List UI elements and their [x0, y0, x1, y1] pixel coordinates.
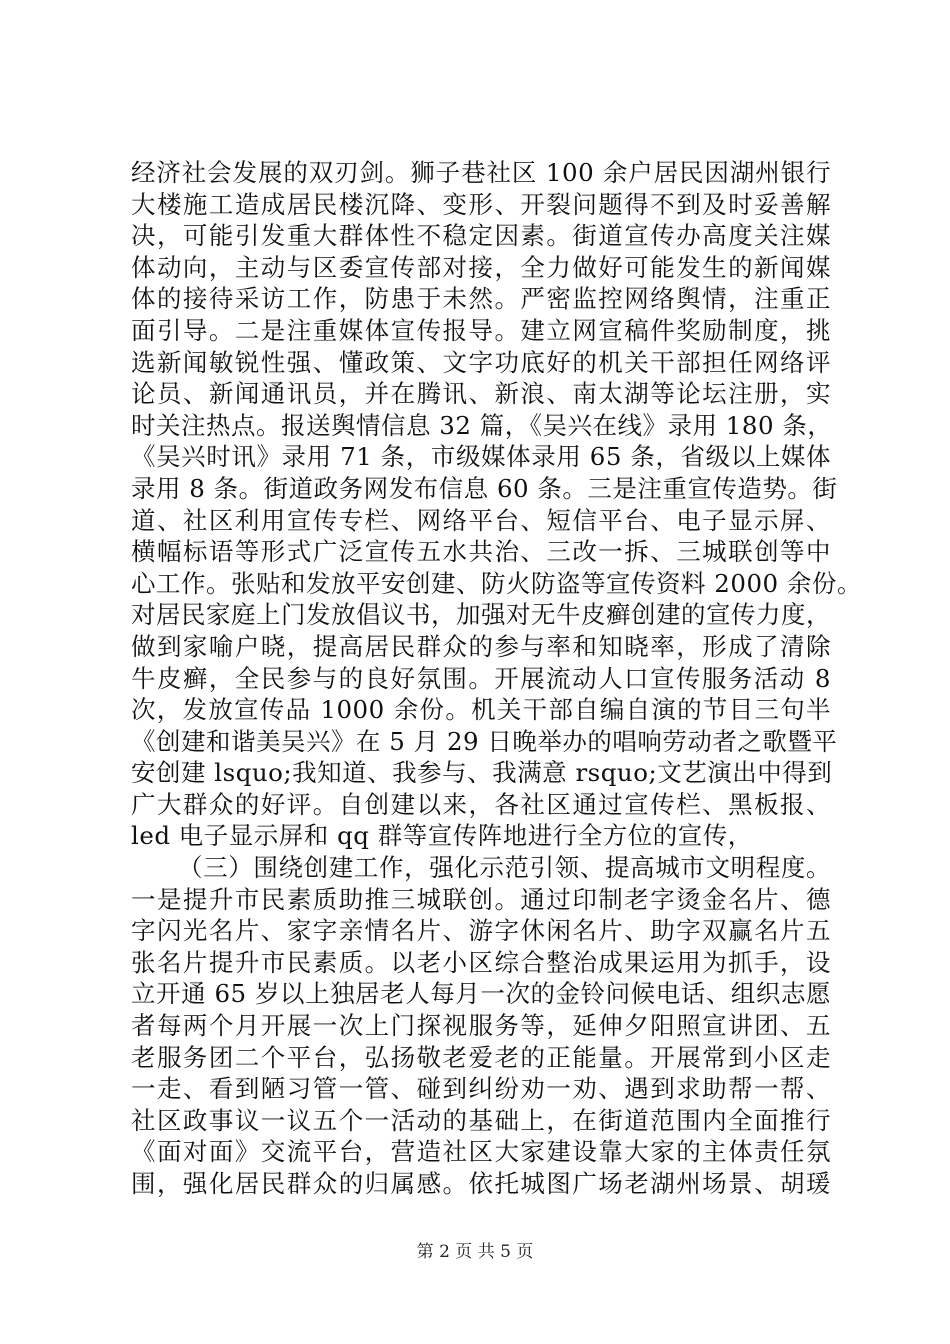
text-line: 字闪光名片、家字亲情名片、游字休闲名片、助字双赢名片五: [131, 916, 831, 946]
text-line: 面引导。二是注重媒体宣传报导。建立网宣稿件奖励制度，挑: [131, 315, 831, 345]
text-line: 道、社区利用宣传专栏、网络平台、短信平台、电子显示屏、: [131, 505, 831, 535]
text-line: 社区政事议一议五个一活动的基础上，在街道范围内全面推行: [131, 1105, 831, 1135]
text-line: 做到家喻户晓，提高居民群众的参与率和知晓率，形成了清除: [131, 631, 831, 661]
text-line: 体的接待采访工作，防患于未然。严密监控网络舆情，注重正: [131, 284, 831, 314]
text-line: 决，可能引发重大群体性不稳定因素。街道宣传办高度关注媒: [131, 221, 831, 251]
text-line: 立开通 65 岁以上独居老人每月一次的金铃问候电话、组织志愿: [131, 979, 831, 1009]
text-line: 时关注热点。报送舆情信息 32 篇，《吴兴在线》录用 180 条，: [131, 410, 833, 440]
text-line: 大楼施工造成居民楼沉降、变形、开裂问题得不到及时妥善解: [131, 189, 831, 219]
text-line: 者每两个月开展一次上门探视服务等，延伸夕阳照宣讲团、五: [131, 1011, 831, 1041]
text-line: 一走、看到陋习管一管、碰到纠纷劝一劝、遇到求助帮一帮、: [131, 1074, 831, 1104]
text-line: 录用 8 条。街道政务网发布信息 60 条。三是注重宣传造势。街: [131, 473, 838, 503]
text-line: 体动向，主动与区委宣传部对接，全力做好可能发生的新闻媒: [131, 252, 831, 282]
text-line: 选新闻敏锐性强、懂政策、文字功底好的机关干部担任网络评: [131, 347, 831, 377]
text-line: 张名片提升市民素质。以老小区综合整治成果运用为抓手，设: [131, 947, 831, 977]
text-line: 一是提升市民素质助推三城联创。通过印制老字烫金名片、德: [131, 884, 831, 914]
text-line: 《面对面》交流平台，营造社区大家建设靠大家的主体责任氛: [131, 1137, 831, 1167]
page-footer: 第 2 页 共 5 页: [416, 1242, 534, 1262]
text-line: 论员、新闻通讯员，并在腾讯、新浪、南太湖等论坛注册，实: [131, 379, 831, 409]
text-line: 《创建和谐美吴兴》在 5 月 29 日晚举办的唱响劳动者之歌暨平: [131, 726, 838, 756]
text-line: 《吴兴时讯》录用 71 条，市级媒体录用 65 条，省级以上媒体: [131, 442, 831, 472]
text-line: 次，发放宣传品 1000 余份。机关干部自编自演的节目三句半: [131, 695, 831, 725]
document-body: [131, 157, 862, 1200]
section-heading-line: （三）围绕创建工作，强化示范引领、提高城市文明程度。: [178, 853, 831, 883]
text-line: 横幅标语等形式广泛宣传五水共治、三改一拆、三城联创等中: [131, 537, 831, 567]
paragraph-last-line: led 电子显示屏和 qq 群等宣传阵地进行全方位的宣传，: [131, 821, 753, 851]
text-line: 安创建 lsquo;我知道、我参与、我满意 rsquo;文艺演出中得到: [131, 758, 833, 788]
text-line: 心工作。张贴和发放平安创建、防火防盗等宣传资料 2000 余份。: [131, 568, 862, 598]
text-line: 广大群众的好评。自创建以来，各社区通过宣传栏、黑板报、: [131, 789, 831, 819]
text-line: 老服务团二个平台，弘扬敬老爱老的正能量。开展常到小区走: [131, 1042, 831, 1072]
text-line: 牛皮癣，全民参与的良好氛围。开展流动人口宣传服务活动 8: [131, 663, 831, 693]
text-line: 对居民家庭上门发放倡议书，加强对无牛皮癣创建的宣传力度，: [131, 600, 831, 630]
text-line: 围，强化居民群众的归属感。依托城图广场老湖州场景、胡瑗: [131, 1169, 831, 1198]
text-line: 经济社会发展的双刃剑。狮子巷社区 100 余户居民因湖州银行: [131, 158, 831, 187]
